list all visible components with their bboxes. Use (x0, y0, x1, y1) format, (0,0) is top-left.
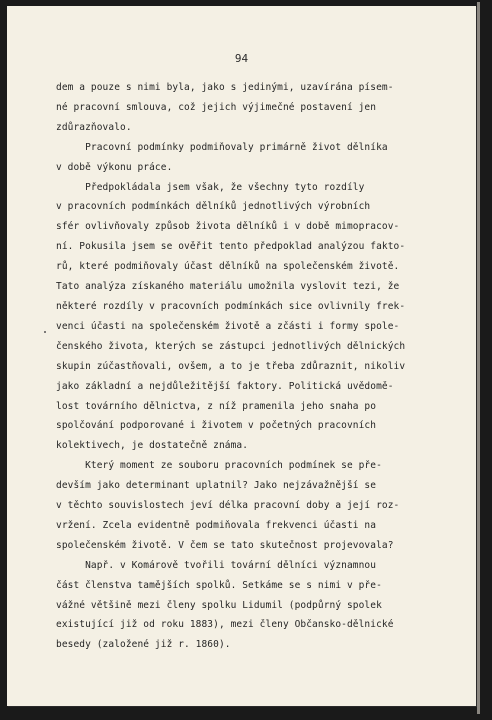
text-line: kolektivech, je dostatečně známa. (56, 440, 249, 452)
text-line: devším jako determinant uplatnil? Jako nejzávažnější se (56, 480, 377, 492)
text-line: lost továrního dělnictva, z níž pramenila jeho snaha po (56, 400, 377, 412)
text-line: Předpokládala jsem však, že všechny tyto rozdíly (56, 181, 365, 193)
text-line: zdůrazňovalo. (56, 121, 132, 133)
text-line: ní. Pokusila jsem se ověřit tento předpoklad analýzou fakto- (56, 241, 406, 253)
text-line: besedy (založené již r. 1860). (56, 639, 231, 651)
text-line: některé rozdíly v pracovních podmínkách sice ovlivnily frek- (56, 300, 406, 312)
text-line: v pracovních podmínkách dělníků jednotlivých výrobních (56, 201, 371, 213)
text-line: vržení. Zcela evidentně podmiňovala frekvenci účasti na (56, 519, 377, 531)
text-line: venci účasti na společenském životě a zčásti i formy spole- (56, 320, 400, 332)
page-edge (477, 2, 480, 714)
text-line: Např. v Komárově tvořili tovární dělníci významnou (56, 559, 377, 571)
text-line: část členstva tamějších spolků. Setkáme se s nimi v pře- (56, 579, 382, 591)
text-line: dem a pouze s nimi byla, jako s jedinými, uzavírána písem- (56, 82, 394, 93)
text-line: rů, které podmiňovaly účast dělníků na společenském životě. (56, 261, 400, 273)
page-number: 94 (234, 52, 249, 65)
text-line: Pracovní podmínky podmiňovaly primárně život dělníka (56, 141, 388, 153)
text-line: skupin zúčastňovali, ovšem, a to je třeba zdůraznit, nikoliv (56, 360, 406, 372)
text-line: sfér ovlivňovaly způsob života dělníků i v době mimopracov- (56, 221, 400, 233)
margin-mark (44, 331, 46, 333)
text-line: Tato analýza získaného materiálu umožnila vyslovit tezi, že (56, 281, 400, 293)
body-text (56, 78, 456, 655)
document-page (7, 6, 476, 706)
text-line: existující již od roku 1883), mezi členy Občansko-dělnické (56, 619, 394, 631)
text-line: Který moment ze souboru pracovních podmínek se pře- (56, 460, 382, 472)
text-line: společenském životě. V čem se tato skutečnost projevovala? (56, 539, 394, 551)
text-line: v době výkonu práce. (56, 161, 173, 173)
text-line: né pracovní smlouva, což jejich výjimečné postavení jen (56, 101, 377, 113)
text-line: spolčování podporované i životem v početných pracovních (56, 420, 377, 432)
text-line: v těchto souvislostech jeví délka pracovní doby a její roz- (56, 500, 400, 512)
text-line: čenského života, kterých se zástupci jednotlivých dělnických (56, 340, 406, 352)
text-line: jako základní a nejdůležitější faktory. Politická uvědomě- (56, 380, 394, 392)
text-line: vážné většině mezi členy spolku Lidumil (podpůrný spolek (56, 599, 382, 611)
